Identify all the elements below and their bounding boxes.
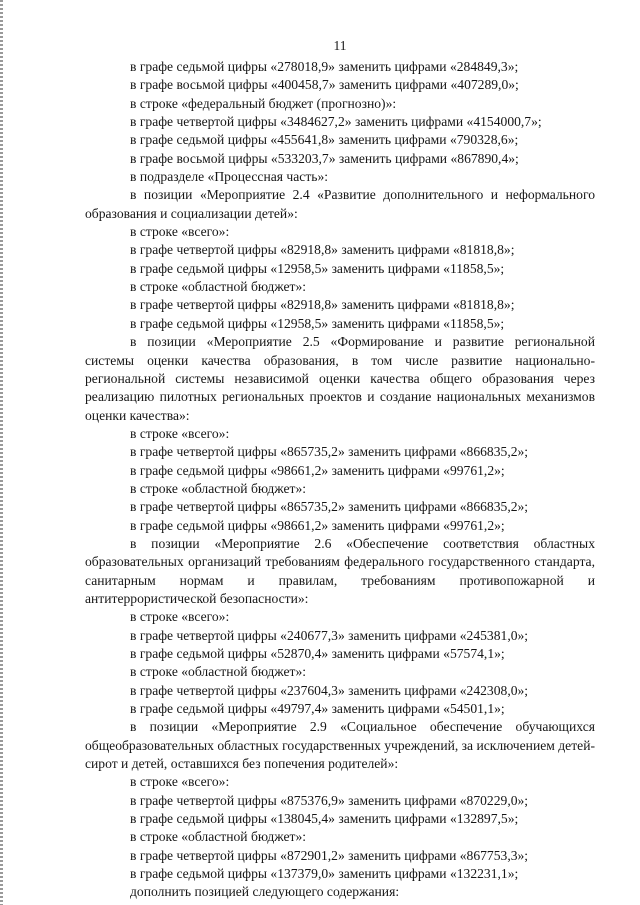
document-line: в графе четвертой цифры «865735,2» заменить цифрами «866835,2»;	[130, 499, 529, 515]
document-line: в графе седьмой цифры «455641,8» заменить цифрами «790328,6»;	[130, 132, 519, 148]
document-line: в графе четвертой цифры «82918,8» заменить цифрами «81818,8»;	[130, 297, 515, 313]
document-line: в графе седьмой цифры «49797,4» заменить цифрами «54501,1»;	[130, 701, 505, 717]
document-paragraph: в позиции «Мероприятие 2.6 «Обеспечение соответствия областных образовательных организаций требованиям федерального государственного стандарта, санитарным нормам и правилам, требованиям противопожарной и антитеррористической безопасности»:	[85, 535, 595, 606]
document-line: в строке «всего»:	[130, 425, 230, 441]
document-line: в строке «областной бюджет»:	[130, 279, 307, 295]
scan-edge	[0, 0, 3, 905]
document-line: в графе седьмой цифры «138045,4» заменить цифрами «132897,5»;	[130, 811, 519, 827]
document-line: в строке «всего»:	[130, 774, 230, 790]
document-line: в графе седьмой цифры «12958,5» заменить цифрами «11858,5»;	[130, 260, 505, 276]
document-paragraph: в позиции «Мероприятие 2.5 «Формирование и развитие региональной системы оценки качества образования, в том числе развитие национально-региональной системы независимой оценки качества общего образования через реализацию пилотных региональных проектов и создание национальных механизмов оценки качества»:	[85, 334, 595, 423]
document-line: в графе четвертой цифры «875376,9» заменить цифрами «870229,0»;	[130, 792, 529, 808]
document-line: в графе четвертой цифры «82918,8» заменить цифрами «81818,8»;	[130, 242, 515, 258]
document-line: в графе восьмой цифры «533203,7» заменить цифрами «867890,4»;	[130, 150, 519, 166]
document-line: в графе седьмой цифры «137379,0» заменить цифрами «132231,1»;	[130, 866, 519, 882]
document-line: в строке «федеральный бюджет (прогнозно)»:	[130, 95, 397, 111]
document-body	[85, 58, 595, 902]
document-line: в строке «областной бюджет»:	[130, 664, 307, 680]
document-line: в графе четвертой цифры «3484627,2» заменить цифрами «4154000,7»;	[130, 114, 542, 130]
document-line: в графе седьмой цифры «98661,2» заменить цифрами «99761,2»;	[130, 517, 505, 533]
document-line: в графе четвертой цифры «240677,3» заменить цифрами «245381,0»;	[130, 627, 529, 643]
document-line: в строке «областной бюджет»:	[130, 480, 307, 496]
document-line: в графе седьмой цифры «52870,4» заменить цифрами «57574,1»;	[130, 646, 505, 661]
document-line: в графе седьмой цифры «98661,2» заменить цифрами «99761,2»;	[130, 462, 505, 478]
document-line: в графе четвертой цифры «865735,2» заменить цифрами «866835,2»;	[130, 444, 529, 460]
document-line: в графе седьмой цифры «278018,9» заменить цифрами «284849,3»;	[130, 59, 519, 74]
document-paragraph: в позиции «Мероприятие 2.4 «Развитие дополнительного и неформального образования и социализации детей»:	[85, 187, 595, 221]
document-line: в графе четвертой цифры «237604,3» заменить цифрами «242308,0»;	[130, 682, 529, 698]
document-line: в строке «всего»:	[130, 609, 230, 625]
document-paragraph: в позиции «Мероприятие 2.9 «Социальное обеспечение обучающихся общеобразовательных областных государственных учреждений, за исключением детей-сирот и детей, оставшихся без попечения родителей»:	[85, 719, 595, 772]
document-line: в строке «областной бюджет»:	[130, 829, 307, 845]
document-line: в графе восьмой цифры «400458,7» заменить цифрами «407289,0»;	[130, 77, 519, 93]
document-line: в графе четвертой цифры «872901,2» заменить цифрами «867753,3»;	[130, 847, 529, 863]
page-number: 11	[333, 38, 347, 53]
document-line: в графе седьмой цифры «12958,5» заменить цифрами «11858,5»;	[130, 315, 505, 331]
document-line: в подразделе «Процессная часть»:	[130, 169, 329, 185]
document-line: дополнить позицией следующего содержания:	[130, 884, 400, 900]
document-line: в строке «всего»:	[130, 224, 230, 240]
